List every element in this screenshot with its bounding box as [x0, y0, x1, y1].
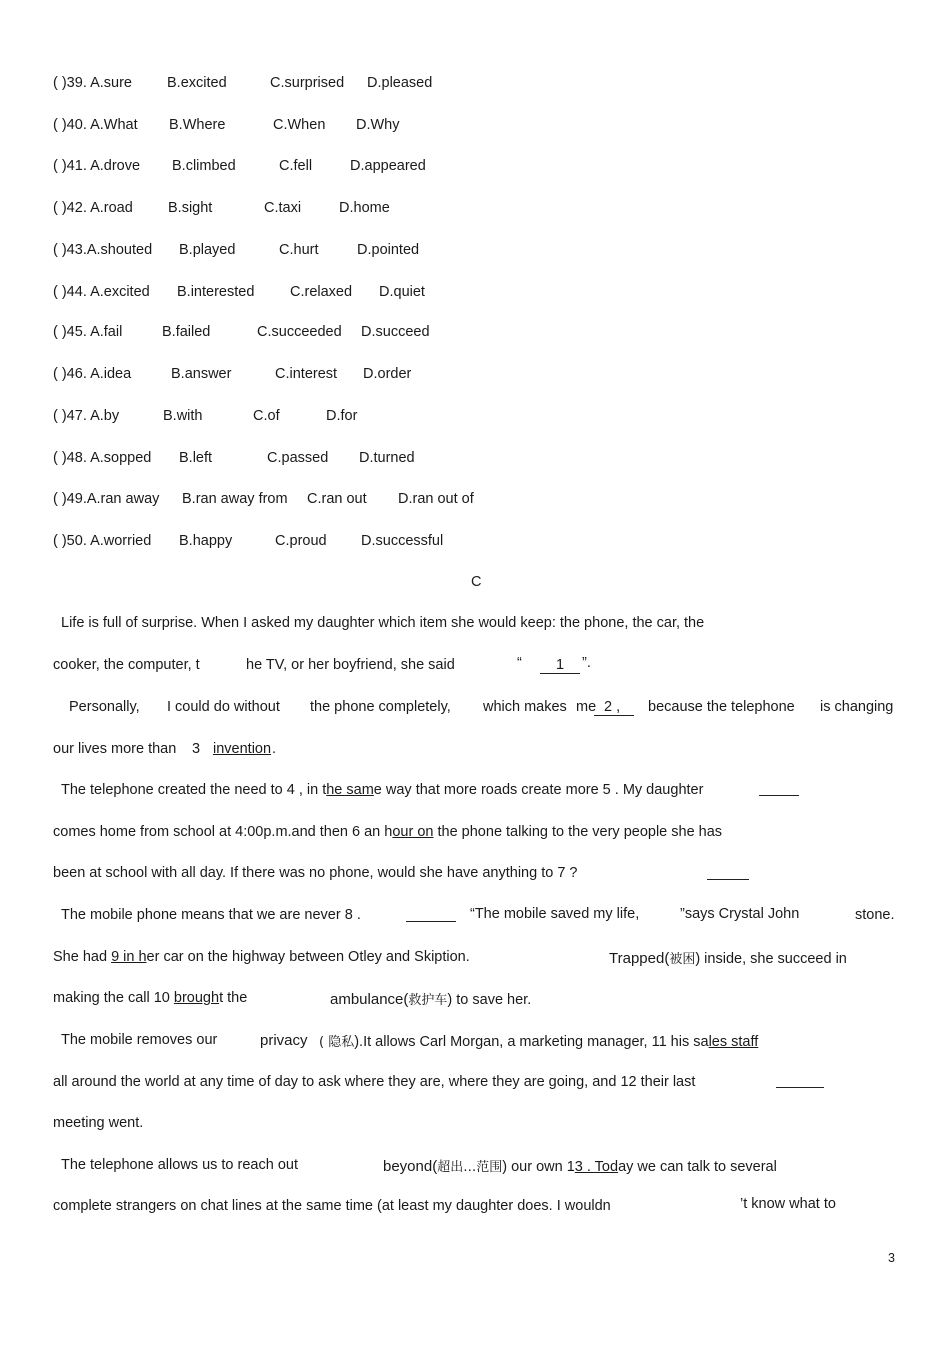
question-row — [53, 324, 533, 344]
question-option-c[interactable]: C.interest — [275, 366, 338, 382]
passage-word: ambulance(救护车) to save her. — [330, 991, 532, 1008]
passage-word: The telephone allows us to reach out — [61, 1157, 298, 1173]
question-row — [53, 242, 533, 262]
passage-line: been at school with all day. If there was no phone, would she have anything to 7 ? — [53, 865, 578, 881]
question-option-b[interactable]: B.with — [163, 408, 203, 424]
passage-word: stone. — [855, 907, 895, 923]
question-option-c[interactable]: C.When — [273, 117, 326, 133]
answer-blank[interactable] — [707, 867, 749, 884]
question-row — [53, 408, 533, 428]
passage-word: Personally, — [69, 699, 140, 715]
answer-blank[interactable] — [406, 909, 456, 926]
passage-word: the phone completely, — [310, 699, 451, 715]
passage-line: comes home from school at 4:00p.m.and then 6 an hour on the phone talking to the very people she has — [53, 824, 723, 840]
passage-line: ( 隐私).It allows Carl Morgan, a marketing manager, 11 his sales staff — [319, 1034, 759, 1050]
question-option-c[interactable]: C.of — [253, 408, 280, 424]
question-row — [53, 75, 533, 95]
passage-word: our lives more than — [53, 741, 177, 757]
question-option-a[interactable]: ( )40. A.What — [53, 117, 138, 133]
question-option-a[interactable]: ( )50. A.worried — [53, 533, 152, 549]
question-option-d[interactable]: D.pleased — [367, 75, 433, 91]
passage-word: privacy — [260, 1032, 308, 1049]
passage-line: The telephone created the need to 4 , in the same way that more roads create more 5 . My daughter — [61, 782, 704, 798]
passage-word: because the telephone — [648, 699, 795, 715]
question-option-c[interactable]: C.fell — [279, 158, 313, 174]
question-option-b[interactable]: B.failed — [162, 324, 211, 340]
question-option-b[interactable]: B.interested — [177, 284, 255, 300]
question-option-b[interactable]: B.answer — [171, 366, 232, 382]
question-option-c[interactable]: C.relaxed — [290, 284, 353, 300]
question-row — [53, 117, 533, 137]
passage-line: all around the world at any time of day to ask where they are, where they are going, and 12 their last — [53, 1074, 696, 1090]
question-option-c[interactable]: C.succeeded — [257, 324, 342, 340]
quote-mark: ”. — [582, 655, 591, 671]
question-option-a[interactable]: ( )49.A.ran away — [53, 491, 160, 507]
question-option-d[interactable]: D.for — [326, 408, 358, 424]
passage-word: Trapped(被困) inside, she succeed in — [609, 950, 847, 967]
question-option-c[interactable]: C.surprised — [270, 75, 345, 91]
passage-line: he TV, or her boyfriend, she said — [246, 657, 455, 673]
passage-line: meeting went. — [53, 1115, 144, 1131]
question-option-a[interactable]: ( )39. A.sure — [53, 75, 132, 91]
passage-word: The mobile removes our — [61, 1032, 218, 1048]
question-option-d[interactable]: D.succeed — [361, 324, 430, 340]
question-row — [53, 200, 533, 220]
question-option-a[interactable]: ( )45. A.fail — [53, 324, 123, 340]
question-option-b[interactable]: B.sight — [168, 200, 213, 216]
question-option-c[interactable]: C.taxi — [264, 200, 302, 216]
passage-word: me — [576, 699, 597, 715]
question-option-b[interactable]: B.Where — [169, 117, 226, 133]
blank-3[interactable]: 3 — [192, 741, 201, 757]
question-option-d[interactable]: D.appeared — [350, 158, 426, 174]
passage-word: complete strangers on chat lines at the same time (at least my daughter does. I wouldn — [53, 1198, 611, 1214]
question-option-c[interactable]: C.passed — [267, 450, 329, 466]
passage-line: making the call 10 brought the — [53, 990, 248, 1006]
question-row — [53, 491, 533, 511]
passage-word: . — [272, 741, 277, 757]
passage-line: beyond(超出…范围) our own 13 . Today we can talk to several — [383, 1158, 777, 1175]
passage-word: which makes — [483, 699, 567, 715]
question-option-d[interactable]: D.order — [363, 366, 412, 382]
question-option-c[interactable]: C.ran out — [307, 491, 367, 507]
passage-line: Life is full of surprise. When I asked my daughter which item she would keep: the phone, the car, the — [61, 615, 705, 631]
passage-word: invention — [213, 741, 272, 757]
question-option-c[interactable]: C.hurt — [279, 242, 319, 258]
question-option-d[interactable]: D.successful — [361, 533, 444, 549]
question-row — [53, 450, 533, 470]
question-option-d[interactable]: D.Why — [356, 117, 400, 133]
question-option-a[interactable]: ( )44. A.excited — [53, 284, 150, 300]
passage-word: “The mobile saved my life, — [470, 906, 640, 922]
question-row — [53, 158, 533, 178]
question-row — [53, 366, 533, 386]
question-row — [53, 284, 533, 304]
question-option-d[interactable]: D.quiet — [379, 284, 425, 300]
question-option-a[interactable]: ( )43.A.shouted — [53, 242, 153, 258]
passage-word: The mobile phone means that we are never 8 . — [61, 907, 361, 923]
answer-blank[interactable] — [776, 1075, 824, 1092]
question-option-b[interactable]: B.climbed — [172, 158, 236, 174]
question-option-a[interactable]: ( )47. A.by — [53, 408, 120, 424]
question-option-b[interactable]: B.ran away from — [182, 491, 288, 507]
question-option-c[interactable]: C.proud — [275, 533, 327, 549]
blank-1[interactable]: 1 — [540, 657, 580, 674]
quote-mark: “ — [517, 655, 522, 671]
passage-line: cooker, the computer, t — [53, 657, 200, 673]
question-option-d[interactable]: D.home — [339, 200, 390, 216]
question-option-d[interactable]: D.ran out of — [398, 491, 474, 507]
passage-word: I could do without — [167, 699, 280, 715]
question-option-b[interactable]: B.happy — [179, 533, 233, 549]
question-option-d[interactable]: D.turned — [359, 450, 415, 466]
passage-word: is changing — [820, 699, 894, 715]
question-option-a[interactable]: ( )46. A.idea — [53, 366, 132, 382]
question-option-b[interactable]: B.left — [179, 450, 213, 466]
passage-line: She had 9 in her car on the highway between Otley and Skiption. — [53, 949, 470, 965]
question-option-b[interactable]: B.played — [179, 242, 236, 258]
question-option-a[interactable]: ( )42. A.road — [53, 200, 133, 216]
question-row — [53, 533, 533, 553]
section-heading: C — [471, 574, 482, 590]
page-number: 3 — [888, 1251, 895, 1265]
question-option-b[interactable]: B.excited — [167, 75, 227, 91]
question-option-d[interactable]: D.pointed — [357, 242, 420, 258]
question-option-a[interactable]: ( )41. A.drove — [53, 158, 141, 174]
question-option-a[interactable]: ( )48. A.sopped — [53, 450, 152, 466]
passage-word: ’t know what to — [740, 1196, 836, 1212]
passage-word: ”says Crystal John — [680, 906, 800, 922]
blank-2[interactable]: 2 , — [594, 699, 634, 716]
answer-blank[interactable] — [759, 783, 799, 800]
